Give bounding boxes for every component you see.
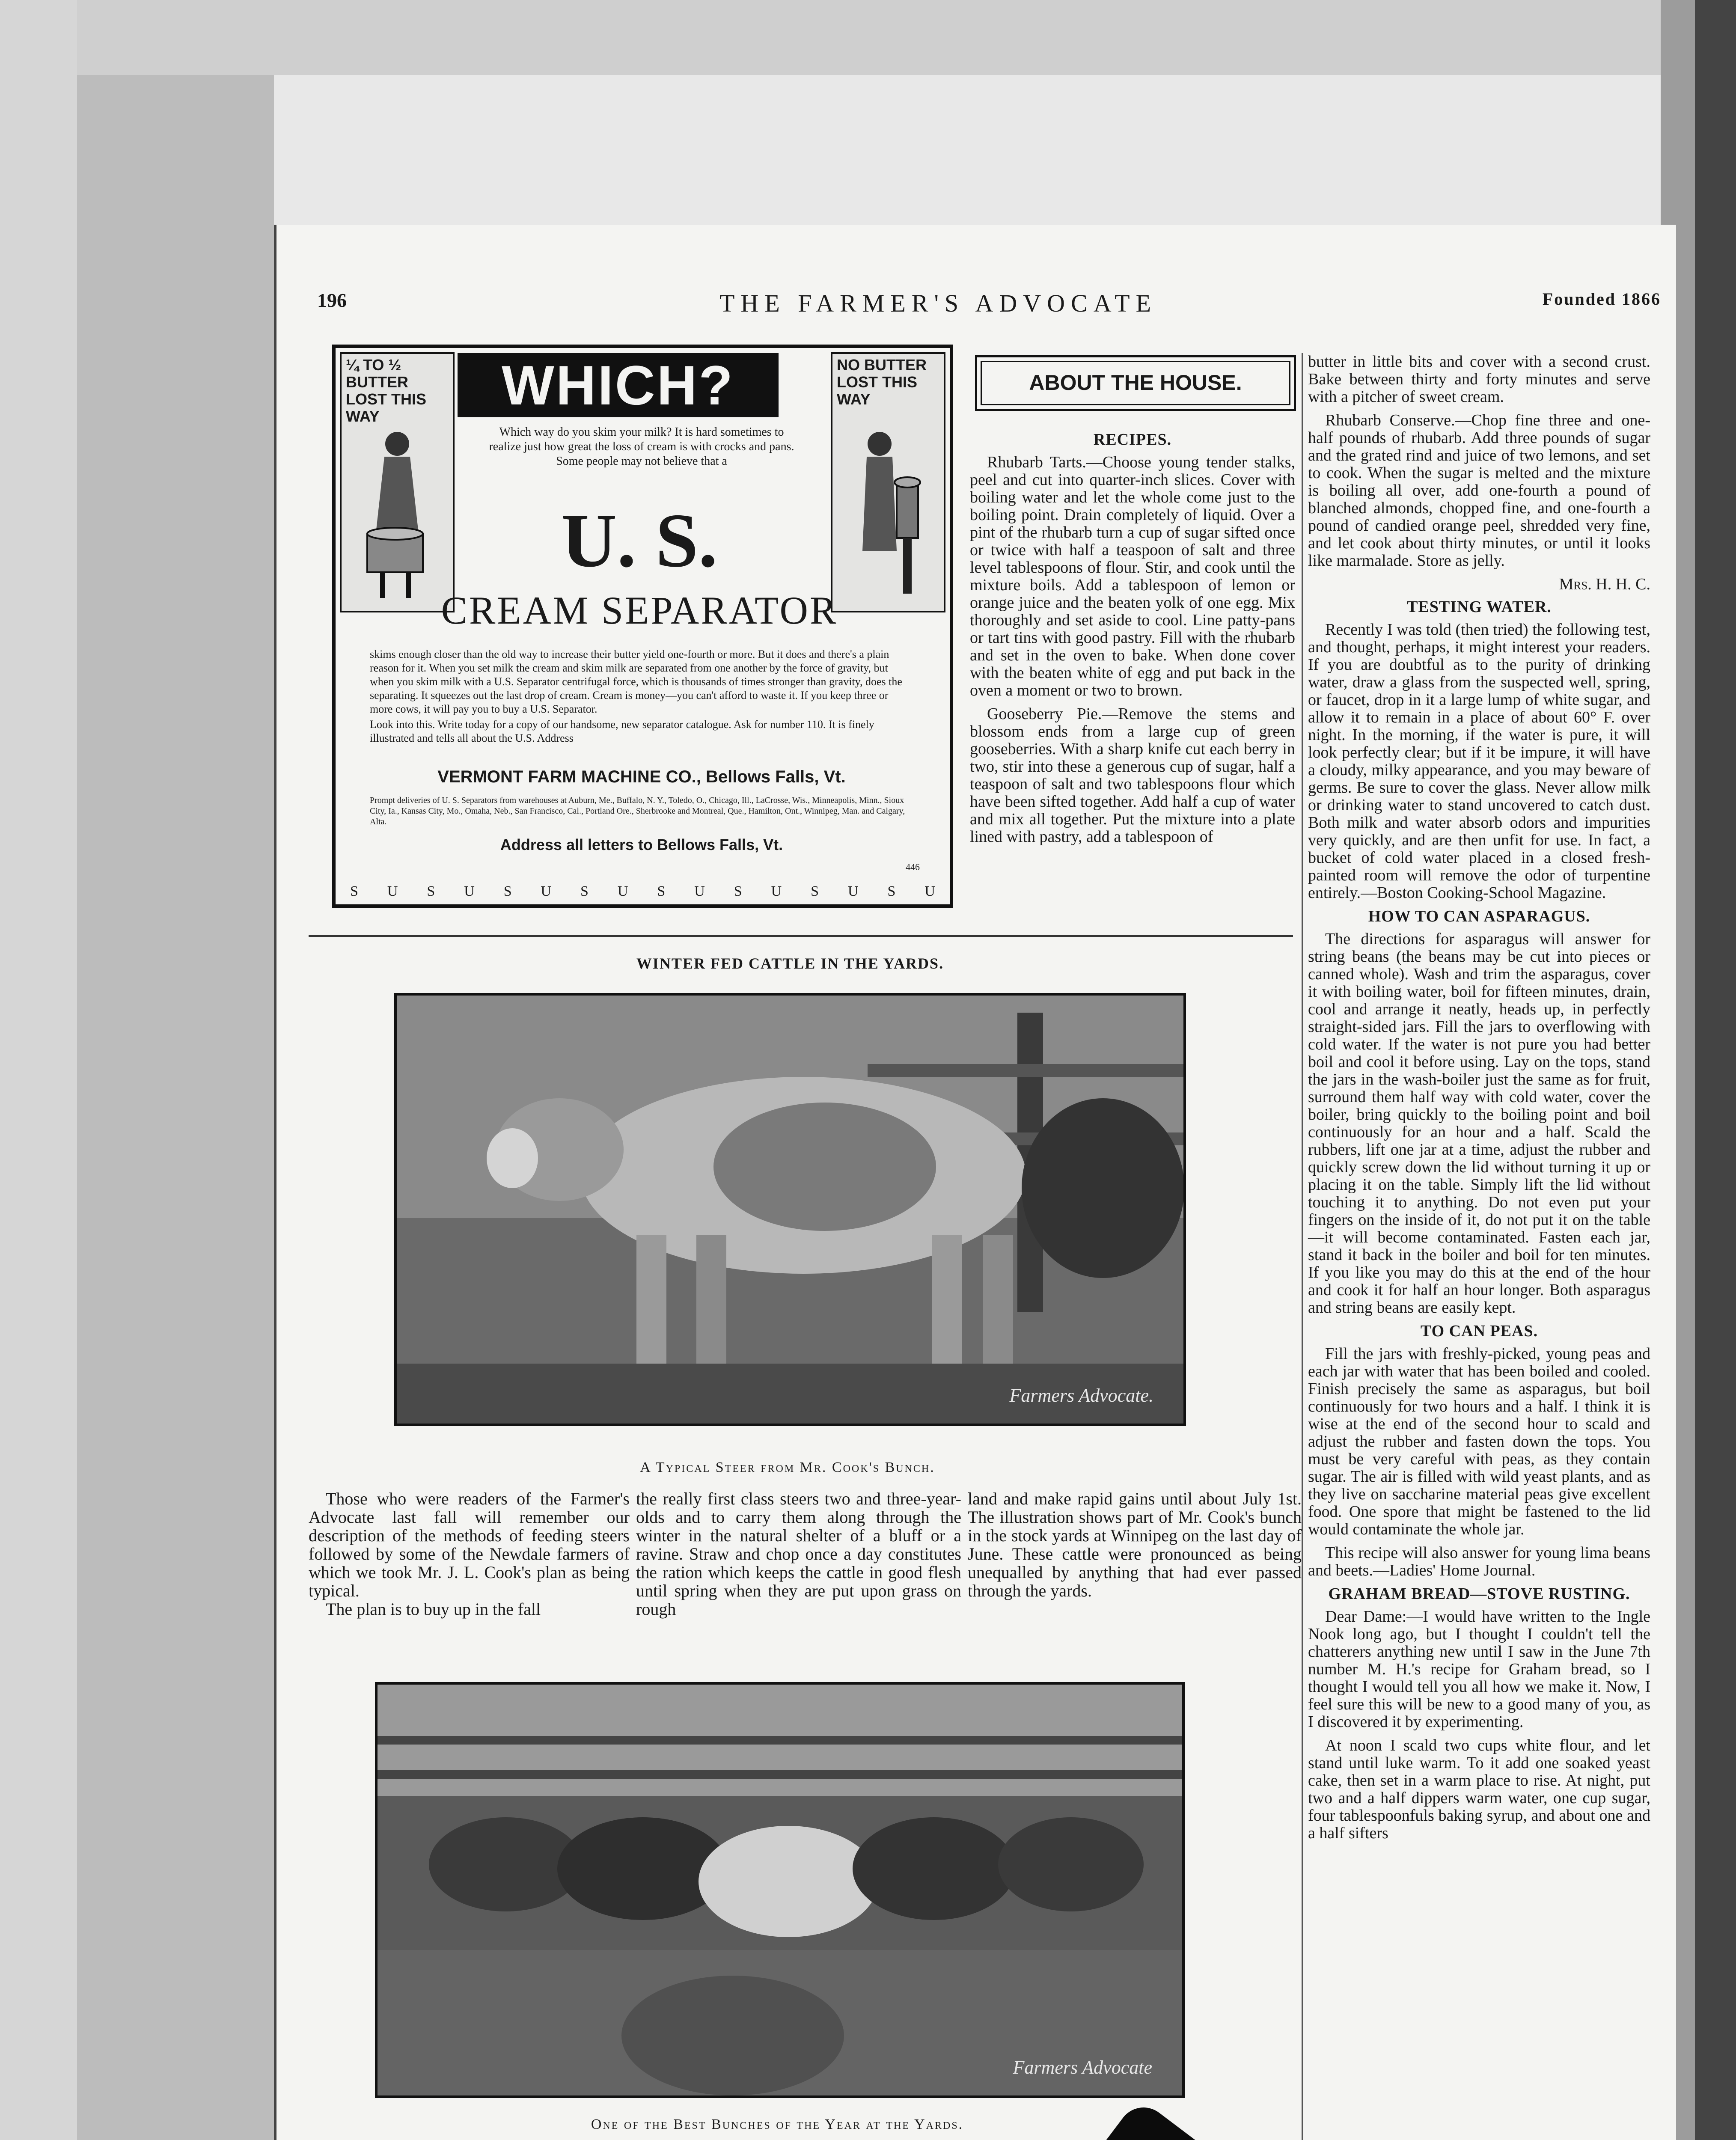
asparagus-text: The directions for asparagus will answer for string beans (the beans may be cut into pieces or canned whole). Wash and trim the asparagus, cover it with boiling water, boil for fifteen minutes, drain, cool and arrange it neatly, heads up, in perfectly straight-sided jars. Fill the jars to overflowing with cold water. If the water is not pure you had better boil and cool it before using. Lay on the tops, stand the jars in the wash-boiler just the same as for fruit, surround them half way with cold water, cover the boiler, bring quickly to the boiling point and boil continuously for an hour and a half. Scald the rubbers, lift one jar at a time, adjust the rubber and quickly screw down the lid without turning it up or placing it on the table. Simply lift the lid without touching it to anything. Do not even put your fingers on the inside of it, do not put it on the table—it will become contaminated. Fasten each jar, stand it back in the boiler and boil for ten minutes. If you like you may do this at the end of the hour and cook it for half an hour longer. Both asparagus and string beans are easily kept. [1308,930,1650,1317]
cattle-article-title: WINTER FED CATTLE IN THE YARDS. [636,955,944,972]
graham-bread-text: Dear Dame:—I would have written to the Ingle Nook long ago, but I thought I couldn't tell the chatterers anything new until I saw in the June 7th number M. H.'s recipe for Graham bread, so I thought I would tell you all how we make it. Now, I feel sure this will be new to a good many of you, as I discovered it by experimenting. [1308,1608,1650,1731]
border-letter: U [617,883,628,899]
cream-separator-ad [332,345,953,908]
section-divider [309,935,1293,937]
scan-shadow-left [77,75,274,2140]
article-paragraph: Those who were readers of the Farmer's Advocate last fall will remember our description of the methods of feeding steers followed by some of the Newdale farmers of which we took Mr. J. L. Cook's plan as being typical. [309,1489,630,1600]
border-letter: S [580,883,589,899]
gooseberry-pie-continued: butter in little bits and cover with a second crust. Bake between thirty and forty minutes and serve with a pitcher of sweet cream. [1308,353,1650,406]
household-column [1308,353,1650,2140]
ad-body-paragraph: skims enough closer than the old way to increase their butter yield one-fourth or more. But it does and there's a plain reason for it. When you set milk the cream and skim milk are separated from one another by the force of gravity, but when you skim milk with a U.S. Separator centrifugal force, which is thousands of times stronger than gravity, does the separating. It squeezes out the last drop of cream. Cream is money—you can't afford to waste it. If you keep three or more cows, it will pay you to buy a U.S. Separator. [370,648,902,715]
ad-product-line: CREAM SEPARATOR [441,588,838,632]
ad-body-paragraph: Look into this. Write today for a copy of our handsome, new separator catalogue. Ask for number 110. It is finely illustrated and tells all about the U.S. Address [370,718,874,744]
article-column-1 [309,1489,630,1618]
border-letter: U [771,883,782,899]
ad-left-illustration [340,352,455,612]
photo-watermark: Farmers Advocate [1013,2057,1152,2078]
column-rule [1302,353,1303,2140]
ad-left-label: ¼ TO ½ BUTTER LOST THIS WAY [346,356,426,425]
border-letter: U [924,883,935,899]
herd-photo [375,1682,1185,2098]
ad-intro-text: Which way do you skim your milk? It is hard sometimes to realize just how great the loss of cream is with crocks and pans. Some people may not believe that a [489,425,794,468]
article-column-3 [968,1489,1302,1600]
ad-branches: Prompt deliveries of U. S. Separators from warehouses at Auburn, Me., Buffalo, N. Y., Toledo, O., Chicago, Ill., LaCrosse, Wis., Minneapolis, Minn., Sioux City, Ia., Kansas City, Mo., Omaha, Neb., San Francisco, Cal., Portland Ore., Sherbrooke and Montreal, Que., Hamilton, Ont., Winnipeg, Man. and Calgary, Alta. [370,796,905,826]
photo-watermark: Farmers Advocate. [1009,1385,1153,1406]
founded-line: Founded 1866 [1542,289,1661,309]
article-column-2 [636,1489,961,1618]
border-letter: S [350,883,358,899]
ad-company: VERMONT FARM MACHINE CO., Bellows Falls, Vt. [437,767,846,786]
testing-water-heading: TESTING WATER. [1407,598,1552,616]
rhubarb-conserve-recipe: Rhubarb Conserve.—Chop fine three and one-half pounds of rhubarb. Add three pounds of sugar and the grated rind and juice of two lemons, and set to cook. When the sugar is melted and the mixture is boiling all over, add one-fourth a pound of blanched almonds, chopped fine, and one-fourth a pound of candied orange peel, shredded very fine, and let cook about thirty minutes, or until it looks like marmalade. Store as jelly. [1308,411,1650,570]
about-house-heading-box [975,355,1296,411]
border-letter: S [427,883,435,899]
about-house-heading: ABOUT THE HOUSE. [981,361,1290,405]
ad-right-illustration [831,352,945,612]
running-head [317,289,1661,319]
scan-frame-left [0,0,77,2140]
border-letter: U [694,883,705,899]
border-letter: S [734,883,742,899]
border-letter: U [387,883,398,899]
graham-bread-text: At noon I scald two cups white flour, and let stand until luke warm. To it add one soaked yeast cake, then set in a warm place to rise. At night, put two and a half dippers warm water, one cup sugar, four tablespoonfuls baking syrup, and about one and a half sifters [1308,1736,1650,1842]
ad-banner: WHICH? [458,353,779,417]
steer-photo [394,993,1186,1426]
border-letter: U [464,883,475,899]
rhubarb-signature: Mrs. H. H. C. [1559,575,1650,593]
recipes-heading: RECIPES. [1093,431,1172,449]
peas-note: This recipe will also answer for young lima beans and beets.—Ladies' Home Journal. [1308,1544,1650,1579]
herd-image [378,1685,1182,2095]
ad-product-name: U. S. [561,498,718,583]
testing-water-text: Recently I was told (then tried) the following test, and thought, perhaps, it might interest your readers. If you are doubtful as to the purity of drinking water, draw a glass from the suspected well, spring, or faucet, drop in it a large lump of white sugar, and allow it to remain in a place of about 60° F. over night. In the morning, if the water is pure, it will look perfectly clear; but if it be impure, it will have a cloudy, milky appearance, and you may beware of germs. Be sure to cover the glass. Never allow milk or drinking water to stand uncovered to catch dust. Both milk and water absorb odors and impurities very quickly, and are then unfit for use. In fact, a bucket of cold water placed in a closed fresh-painted room will remove the odor of turpentine entirely.—Boston Cooking-School Magazine. [1308,621,1650,902]
border-letter: S [657,883,666,899]
herd-photo-caption: One of the Best Bunches of the Year at the Yards. [591,2116,964,2132]
border-letter: U [541,883,552,899]
ad-code: 446 [906,862,920,872]
scan-frame-top [0,0,1736,75]
border-letter: U [847,883,859,899]
peas-text: Fill the jars with freshly-picked, young peas and each jar with water that has been boiled and cooled. Finish precisely the same as asparagus, but boil continuously for two hours and a half. I think it is wise at the end of the second hour to scald and adjust the rubber and fasten down the tops. You must be very careful with peas, as they contain sugar. The air is filled with wild yeast plants, and as they live on saccharine material peas give excellent food. One spore that might be fastened to the lid would contaminate the whole jar. [1308,1345,1650,1538]
recipes-column [970,426,1295,931]
peas-heading: TO CAN PEAS. [1420,1322,1538,1340]
ad-body [370,648,913,747]
border-letter: S [503,883,512,899]
ad-border-letters [336,879,950,904]
journal-title: THE FARMER'S ADVOCATE [719,289,1157,317]
woman-skimming-icon [359,422,431,602]
scan-frame-right-dark [1695,0,1736,2140]
ad-address: Address all letters to Bellows Falls, Vt. [500,836,783,853]
article-paragraph: the really first class steers two and three-year-olds and to carry them along through the winter in the natural shelter of a bluff or a ravine. Straw and chop once a day constitutes the ration which keeps the cattle in good flesh until spring when they are put upon grass on rough [636,1489,961,1619]
newspaper-page [274,225,1676,2140]
steer-photo-caption: A Typical Steer from Mr. Cook's Bunch. [640,1459,935,1475]
article-paragraph: The plan is to buy up in the fall [326,1599,541,1619]
asparagus-heading: HOW TO CAN ASPARAGUS. [1368,907,1590,925]
rhubarb-tarts-recipe: Rhubarb Tarts.—Choose young tender stalks, peel and cut into quarter-inch slices. Cover with boiling water and let the whole come just to the boiling point. Drain completely of liquid. Over a pint of the rhubarb turn a cup of sugar sifted once or twice with half a teaspoon of salt and three level tablespoons of flour. Stir, and cook until the mixture boils. Add a tablespoon of lemon or orange juice and the beaten yolk of one egg. Mix thoroughly and set aside to cool. Line patty-pans or tart tins with good pastry. Fill with the rhubarb and set in the oven to bake. When done cover with the beaten white of egg and put back in the oven a moment or two to brown. [970,453,1295,699]
border-letter: S [887,883,896,899]
border-letter: S [811,883,819,899]
steer-image [397,996,1183,1424]
article-paragraph: land and make rapid gains until about July 1st. The illustration shows part of Mr. Cook's bunch in the stock yards at Winnipeg on the last day of June. These cattle were pronounced as being unequalled by anything that had ever passed through the yards. [968,1489,1302,1600]
ad-right-label: NO BUTTER LOST THIS WAY [837,356,927,408]
separator-machine-icon [850,422,922,602]
gooseberry-pie-recipe: Gooseberry Pie.—Remove the stems and blossom ends from a large cup of green gooseberries. With a sharp knife cut each berry in two, stir into these a generous cup of sugar, half a teaspoon of salt and two tablespoons flour which have been sifted together. Add half a cup of water and mix all together. Put the mixture into a plate lined with pastry, add a tablespoon of [970,705,1295,846]
graham-bread-heading: GRAHAM BREAD—STOVE RUSTING. [1328,1585,1630,1603]
page-number: 196 [317,289,347,311]
